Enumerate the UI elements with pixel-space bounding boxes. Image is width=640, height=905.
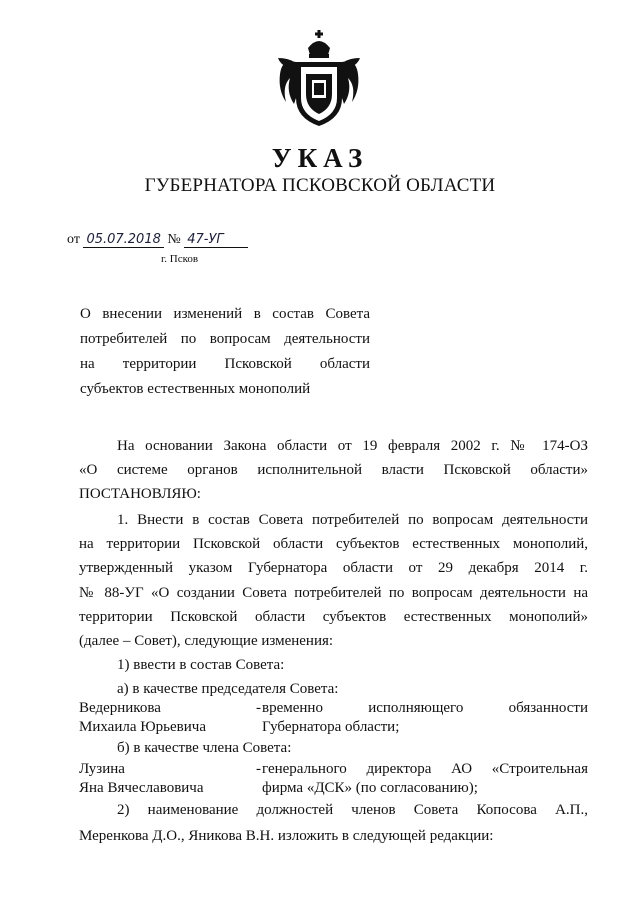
subject-line: на территории Псковской области xyxy=(80,356,370,372)
body-line: 2) наименование должностей членов Совета Копосова А.П., xyxy=(117,802,588,818)
role-line: фирма «ДСК» (по согласованию); xyxy=(262,780,478,796)
member-given-names: Яна Вячеславовича xyxy=(79,780,204,796)
city-label: г. Псков xyxy=(161,253,199,265)
document-title: УКАЗ xyxy=(271,143,369,173)
body-line: б) в качестве члена Совета: xyxy=(117,740,292,756)
member-given-names: Михаила Юрьевича xyxy=(79,719,206,735)
body-line: Меренкова Д.О., Яникова В.Н. изложить в следующей редакции: xyxy=(79,828,494,844)
member-surname: Ведерникова xyxy=(79,700,161,716)
pskov-coat-of-arms-icon xyxy=(276,28,362,130)
body-line: на территории Псковской области субъектов естественных монополий, xyxy=(79,536,588,552)
role-line: временно исполняющего обязанности xyxy=(262,700,588,716)
body-line: ПОСТАНОВЛЯЮ: xyxy=(79,486,201,502)
document-issuer: ГУБЕРНАТОРА ПСКОВСКОЙ ОБЛАСТИ xyxy=(144,175,496,196)
role-line: Губернатора области; xyxy=(262,719,400,735)
body-line: «О системе органов исполнительной власти Псковской области» xyxy=(79,462,588,478)
date-number-line xyxy=(67,232,248,248)
body-line: 1. Внести в состав Совета потребителей по вопросам деятельности xyxy=(117,512,588,528)
date-prefix: от xyxy=(67,232,80,247)
subject-line: субъектов естественных монополий xyxy=(80,381,311,397)
member-role xyxy=(262,699,588,737)
decree-subject xyxy=(80,302,370,402)
member-dash: - xyxy=(256,700,261,716)
number-prefix: № xyxy=(167,232,181,247)
body-line: (далее – Совет), следующие изменения: xyxy=(79,633,334,649)
subject-line: О внесении изменений в состав Совета xyxy=(80,306,370,322)
body-line: № 88-УГ «О создании Совета потребителей по вопросам деятельности на xyxy=(79,585,588,601)
role-line: генерального директора АО «Строительная xyxy=(262,761,588,777)
date-value: 05.07.2018 xyxy=(83,232,163,248)
member-surname: Лузина xyxy=(79,761,125,777)
body-line: утвержденный указом Губернатора области от 29 декабря 2014 г. xyxy=(79,560,588,576)
body-line: а) в качестве председателя Совета: xyxy=(117,681,339,697)
body-line: 1) ввести в состав Совета: xyxy=(117,657,285,673)
body-line: территории Псковской области субъектов естественных монополий» xyxy=(79,609,588,625)
subject-line: потребителей по вопросам деятельности xyxy=(80,331,370,347)
member-dash: - xyxy=(256,761,261,777)
body-line: На основании Закона области от 19 февраля 2002 г. № 174-ОЗ xyxy=(117,438,588,454)
member-role xyxy=(262,760,588,798)
number-value: 47-УГ xyxy=(184,232,248,248)
